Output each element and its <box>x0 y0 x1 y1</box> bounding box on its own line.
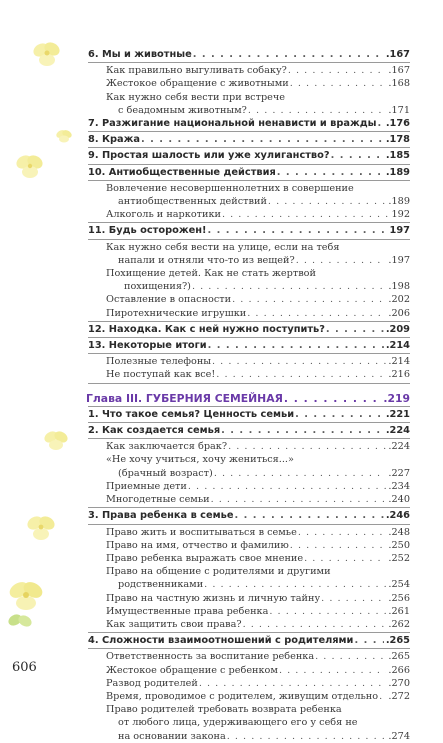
toc-page-number: .250 <box>388 539 410 551</box>
toc-page-number: .224 <box>388 441 410 453</box>
toc-entry-title: 7. Разжигание национальной ненависти и вражды <box>88 118 377 130</box>
toc-leader-dots <box>331 149 384 162</box>
toc-entry-title: Право на имя, отчество и фамилию <box>106 539 289 551</box>
toc-subsection-entry <box>88 293 410 306</box>
toc-leader-dots <box>208 339 384 352</box>
toc-entry-title: Право родителей требовать возврата ребенка <box>106 704 342 716</box>
toc-entry-continuation <box>88 467 410 480</box>
toc-entry-title: 12. Находка. Как с ней нужно поступить? <box>88 323 325 335</box>
toc-entry-title: Развод родителей <box>106 677 198 689</box>
toc-section-entry <box>88 133 410 146</box>
toc-page-number: .171 <box>388 104 410 116</box>
toc-divider <box>88 62 410 63</box>
toc-entry-continuation <box>88 578 410 591</box>
toc-divider <box>88 337 410 338</box>
toc-subsection-entry <box>88 650 410 663</box>
toc-subsection-entry <box>88 539 410 552</box>
toc-page-number: .240 <box>388 494 410 506</box>
toc-entry-title: Право на общение с родителями и другими <box>106 566 331 578</box>
toc-leader-dots <box>221 424 384 437</box>
toc-section-entry <box>88 166 410 179</box>
toc-leader-dots <box>247 307 386 320</box>
toc-page-number: 192 <box>391 209 410 221</box>
toc-entry-title: 10. Антиобщественные действия <box>88 166 276 178</box>
toc-subsection-entry <box>88 182 410 195</box>
toc-page-number: .216 <box>388 369 410 381</box>
toc-subsection-entry <box>88 565 410 578</box>
toc-subsection-entry <box>88 605 410 618</box>
toc-subsection-entry <box>88 552 410 565</box>
toc-section-entry <box>88 408 410 421</box>
toc-leader-dots <box>232 293 386 306</box>
toc-subsection-entry <box>88 664 410 677</box>
toc-section-entry <box>88 48 410 61</box>
toc-leader-dots <box>228 440 386 453</box>
toc-entry-continuation <box>88 730 410 743</box>
toc-divider <box>88 632 410 633</box>
toc-page-number: .224 <box>385 425 410 437</box>
toc-page-number: .234 <box>388 480 410 492</box>
toc-leader-dots <box>326 323 384 336</box>
toc-leader-dots <box>199 677 387 690</box>
toc-section-entry <box>88 117 410 130</box>
toc-page-number: .265 <box>385 635 410 647</box>
toc-subsection-entry <box>88 703 410 716</box>
toc-subsection-entry <box>88 355 410 368</box>
toc-entry-title: с беадомным животным? <box>118 104 247 116</box>
page-number: 606 <box>12 660 37 675</box>
toc-section-entry <box>88 224 410 237</box>
toc-entry-continuation <box>88 195 410 208</box>
toc-leader-dots <box>377 117 383 130</box>
toc-subsection-entry <box>88 208 410 221</box>
toc-chapter-heading <box>86 392 410 405</box>
toc-leader-dots <box>216 368 386 381</box>
toc-entry-title: Право жить и воспитываться в семье <box>106 526 297 538</box>
toc-entry-title: Право на частную жизнь и личную тайну <box>106 592 321 604</box>
toc-entry-title: похищения?) <box>124 281 191 293</box>
toc-leader-dots <box>354 634 383 647</box>
toc-leader-dots <box>141 133 384 146</box>
toc-page-number: .214 <box>385 340 410 352</box>
toc-divider <box>88 239 410 240</box>
flower-decoration-icon <box>6 578 46 614</box>
toc-entry-title: от любого лица, удерживающего его у себя не <box>118 717 358 729</box>
toc-page-number: .168 <box>388 78 410 90</box>
toc-entry-title: 2. Как создается семья <box>88 425 221 437</box>
toc-entry-title: Имущественные права ребенка <box>106 605 269 617</box>
toc-page-number: .167 <box>385 49 410 60</box>
toc-divider <box>88 147 410 148</box>
toc-page-number: .252 <box>388 552 410 564</box>
toc-page-number: .189 <box>385 166 410 178</box>
toc-entry-title: Приемные дети <box>106 480 187 492</box>
toc-leader-dots <box>295 408 384 421</box>
toc-entry-title: Жестокое обращение с животными <box>106 78 289 90</box>
toc-entry-title: Полезные телефоны <box>106 356 211 368</box>
toc-section-entry <box>88 149 410 162</box>
toc-divider <box>88 222 410 223</box>
toc-divider <box>88 131 410 132</box>
toc-entry-title: 9. Простая шалость или уже хулиганство? <box>88 150 330 162</box>
toc-entry-title: 8. Кража <box>88 134 140 146</box>
toc-entry-title: 1. Что такое семья? Ценность семьи <box>88 408 295 420</box>
toc-divider <box>88 180 410 181</box>
flower-decoration-icon <box>55 128 73 144</box>
toc-leader-dots <box>193 48 384 61</box>
toc-entry-title: Как нужно себя вести при встрече <box>106 91 286 103</box>
toc-entry-title: 11. Будь осторожен! <box>88 225 207 237</box>
toc-leader-dots <box>214 467 387 480</box>
toc-page-number: .167 <box>388 65 410 77</box>
toc-page-number: .266 <box>388 664 410 676</box>
toc-leader-dots <box>277 166 384 179</box>
toc-entry-title: антиобщественных действий <box>118 196 267 208</box>
toc-leader-dots <box>298 526 387 539</box>
toc-leader-dots <box>188 480 387 493</box>
toc-divider <box>88 353 410 354</box>
toc-divider <box>88 507 410 508</box>
toc-leader-dots <box>227 730 387 743</box>
toc-page-number: .221 <box>385 408 410 420</box>
toc-entry-continuation <box>88 104 410 117</box>
toc-page-number: .189 <box>388 196 410 208</box>
flower-decoration-icon <box>24 512 58 544</box>
toc-section-entry <box>88 323 410 336</box>
toc-divider <box>88 438 410 439</box>
toc-subsection-entry <box>88 526 410 539</box>
toc-section-entry <box>88 634 410 647</box>
toc-entry-title: Вовлечение несовершеннолетних в совершение <box>106 182 354 194</box>
toc-section-entry <box>88 339 410 352</box>
toc-entry-title: Как защитить свои права? <box>106 618 242 630</box>
toc-leader-dots <box>321 592 386 605</box>
toc-entry-title: Как правильно выгуливать собаку? <box>106 65 287 77</box>
toc-leader-dots <box>284 392 381 405</box>
toc-leader-dots <box>192 280 386 293</box>
toc-page-number: .206 <box>388 307 410 319</box>
toc-page-number: 197 <box>389 225 410 237</box>
toc-entry-title: напали и отняли что-то из вещей? <box>118 254 295 266</box>
toc-leader-dots <box>315 650 386 663</box>
toc-page-number: .219 <box>383 391 410 405</box>
toc-subsection-entry <box>88 440 410 453</box>
toc-leader-dots <box>268 195 387 208</box>
toc-leader-dots <box>235 509 384 522</box>
toc-subsection-entry <box>88 453 410 466</box>
toc-entry-continuation <box>88 280 410 293</box>
toc-leader-dots <box>304 552 386 565</box>
toc-subsection-entry <box>88 480 410 493</box>
toc-entry-title: Как заключается брак? <box>106 441 228 453</box>
toc-entry-title: 13. Некоторые итоги <box>88 340 207 352</box>
toc-divider <box>88 321 410 322</box>
toc-page-number: .270 <box>388 677 410 689</box>
toc-page-number: .197 <box>388 254 410 266</box>
toc-page-number: .254 <box>388 579 410 591</box>
table-of-contents <box>88 48 410 743</box>
toc-subsection-entry <box>88 64 410 77</box>
toc-divider <box>88 164 410 165</box>
toc-subsection-entry <box>88 618 410 631</box>
toc-entry-title: Оставление в опасности <box>106 294 232 306</box>
toc-entry-title: Глава III. ГУБЕРНИЯ СЕМЕЙНАЯ <box>86 391 283 405</box>
toc-page-number: .227 <box>388 467 410 479</box>
toc-page-number: .256 <box>388 592 410 604</box>
toc-page-number: .209 <box>385 323 410 335</box>
toc-entry-title: Похищение детей. Как не стать жертвой <box>106 268 316 280</box>
flower-decoration-icon <box>14 152 46 182</box>
toc-page-number: .178 <box>385 134 410 146</box>
toc-leader-dots <box>222 208 390 221</box>
toc-entry-title: Время, проводимое с родителем, живущим отдельно <box>106 690 379 702</box>
toc-page-number: .202 <box>388 294 410 306</box>
toc-entry-title: Право ребенка выражать свое мнение <box>106 552 304 564</box>
toc-page-number: .261 <box>388 605 410 617</box>
toc-page-number: .248 <box>388 526 410 538</box>
toc-leader-dots <box>269 605 386 618</box>
toc-subsection-entry <box>88 677 410 690</box>
toc-leader-dots <box>296 254 387 267</box>
toc-entry-title: Ответственность за воспитание ребенка <box>106 651 315 663</box>
toc-page-number: .265 <box>388 651 410 663</box>
toc-leader-dots <box>288 64 387 77</box>
toc-divider <box>88 422 410 423</box>
toc-page-number: .272 <box>388 690 410 702</box>
toc-entry-title: Пиротехнические игрушки <box>106 307 247 319</box>
toc-subsection-entry <box>88 493 410 506</box>
toc-entry-title: Многодетные семьи <box>106 494 210 506</box>
toc-entry-title: родственниками <box>118 579 204 591</box>
toc-section-entry <box>88 509 410 522</box>
toc-subsection-entry <box>88 267 410 280</box>
flower-decoration-icon <box>6 612 34 636</box>
toc-leader-dots <box>279 664 386 677</box>
toc-section-entry <box>88 424 410 437</box>
toc-subsection-entry <box>88 307 410 320</box>
toc-page-number: .214 <box>388 356 410 368</box>
toc-page-number: .176 <box>385 118 410 130</box>
toc-subsection-entry <box>88 592 410 605</box>
toc-page-number: .185 <box>385 150 410 162</box>
toc-entry-title: Не поступай как все! <box>106 369 216 381</box>
toc-entry-title: 6. Мы и животные <box>88 49 192 60</box>
toc-subsection-entry <box>88 241 410 254</box>
toc-entry-continuation <box>88 254 410 267</box>
toc-leader-dots <box>290 77 387 90</box>
toc-entry-title: Как нужно себя вести на улице, если на тебя <box>106 241 340 253</box>
toc-page-number: .198 <box>388 281 410 293</box>
toc-divider <box>88 648 410 649</box>
flower-decoration-icon <box>30 40 64 70</box>
flower-decoration-icon <box>42 428 70 454</box>
toc-leader-dots <box>379 690 386 703</box>
toc-divider <box>88 406 410 407</box>
toc-entry-title: Жестокое обращение с ребенком <box>106 664 278 676</box>
toc-subsection-entry <box>88 690 410 703</box>
toc-leader-dots <box>212 355 386 368</box>
toc-subsection-entry <box>88 77 410 90</box>
toc-entry-title: «Не хочу учиться, хочу жениться...» <box>106 454 294 466</box>
toc-page-number: .262 <box>388 618 410 630</box>
toc-divider <box>88 383 410 384</box>
toc-entry-continuation <box>88 716 410 729</box>
toc-leader-dots <box>207 224 387 237</box>
toc-entry-title: Алкоголь и наркотики <box>106 209 221 221</box>
toc-divider <box>88 524 410 525</box>
toc-page-number: .274 <box>388 730 410 742</box>
toc-subsection-entry <box>88 368 410 381</box>
toc-entry-title: (брачный возраст) <box>118 467 213 479</box>
toc-page-number: .246 <box>385 510 410 522</box>
toc-leader-dots <box>290 539 387 552</box>
toc-leader-dots <box>248 104 387 117</box>
toc-leader-dots <box>204 578 386 591</box>
toc-leader-dots <box>211 493 387 506</box>
toc-entry-title: 3. Права ребенка в семье <box>88 510 234 522</box>
toc-leader-dots <box>243 618 387 631</box>
toc-entry-title: 4. Сложности взаимоотношений с родителями <box>88 635 354 647</box>
toc-entry-title: на основании закона <box>118 730 226 742</box>
toc-subsection-entry <box>88 91 410 104</box>
